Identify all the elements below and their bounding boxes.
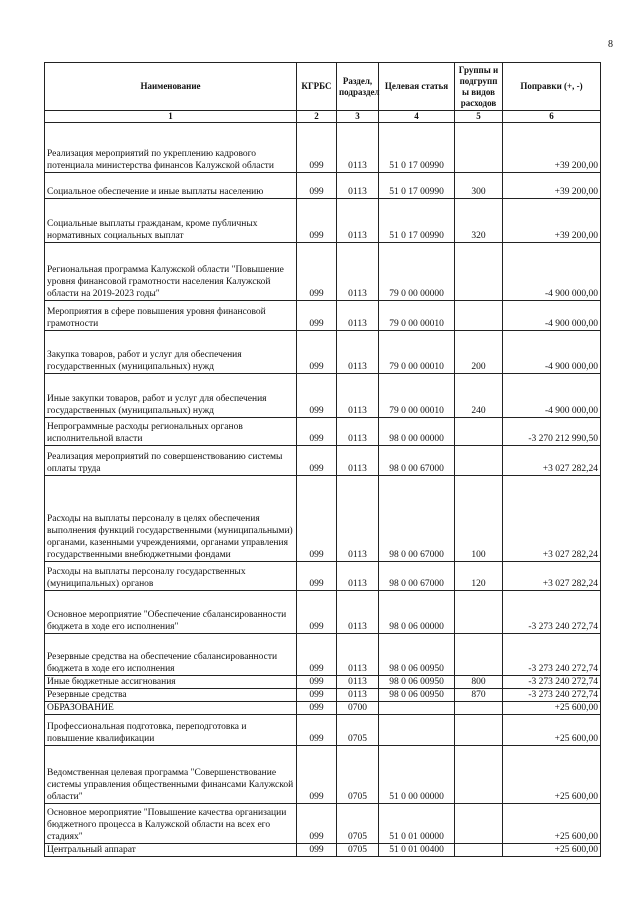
- table-row: [45, 331, 601, 374]
- row-amount: +3 027 282,24: [503, 562, 601, 591]
- row-section: 0113: [337, 418, 379, 446]
- row-name: Расходы на выплаты персоналу государственных (муниципальных) органов: [45, 562, 297, 591]
- table-row: [45, 374, 601, 418]
- table-row: [45, 418, 601, 446]
- row-group: [455, 301, 503, 331]
- row-amount: -3 273 240 272,74: [503, 676, 601, 689]
- row-section: 0113: [337, 476, 379, 562]
- row-group: 200: [455, 331, 503, 374]
- row-group: 320: [455, 199, 503, 243]
- table-row: [45, 199, 601, 243]
- row-name: Профессиональная подготовка, переподготовка и повышение квалификации: [45, 715, 297, 746]
- row-target: 51 0 17 00990: [379, 123, 455, 173]
- row-group: [455, 844, 503, 857]
- row-kgrbs: 099: [297, 331, 337, 374]
- table-row: [45, 591, 601, 634]
- row-section: 0113: [337, 199, 379, 243]
- row-section: 0113: [337, 331, 379, 374]
- row-group: [455, 591, 503, 634]
- row-target: 51 0 00 00000: [379, 746, 455, 804]
- row-group: 100: [455, 476, 503, 562]
- column-number-row: [45, 111, 601, 123]
- row-kgrbs: 099: [297, 804, 337, 844]
- row-kgrbs: 099: [297, 702, 337, 715]
- row-target: 98 0 00 67000: [379, 562, 455, 591]
- row-kgrbs: 099: [297, 715, 337, 746]
- row-section: 0113: [337, 173, 379, 199]
- row-target: 79 0 00 00010: [379, 301, 455, 331]
- row-group: 300: [455, 173, 503, 199]
- row-section: 0113: [337, 591, 379, 634]
- row-name: Центральный аппарат: [45, 844, 297, 857]
- row-group: [455, 634, 503, 676]
- column-number: 3: [337, 111, 379, 123]
- row-section: 0113: [337, 689, 379, 702]
- row-section: 0113: [337, 243, 379, 301]
- row-name: Основное мероприятие "Повышение качества организации бюджетного процесса в Калужской области на всех его стадиях": [45, 804, 297, 844]
- table-row: [45, 476, 601, 562]
- table-row: [45, 123, 601, 173]
- row-amount: -4 900 000,00: [503, 301, 601, 331]
- row-kgrbs: 099: [297, 123, 337, 173]
- row-group: [455, 123, 503, 173]
- row-name: Реализация мероприятий по укреплению кадрового потенциала министерства финансов Калужской области: [45, 123, 297, 173]
- table-row: [45, 301, 601, 331]
- table-row: [45, 243, 601, 301]
- column-number: 4: [379, 111, 455, 123]
- column-number: 2: [297, 111, 337, 123]
- row-name: Иные закупки товаров, работ и услуг для обеспечения государственных (муниципальных) нужд: [45, 374, 297, 418]
- row-name: Ведомственная целевая программа "Совершенствование системы управления общественными финансами Калужской области": [45, 746, 297, 804]
- row-amount: -4 900 000,00: [503, 243, 601, 301]
- header-row: [45, 63, 601, 111]
- row-name: Основное мероприятие "Обеспечение сбалансированности бюджета в ходе его исполнения": [45, 591, 297, 634]
- table-row: [45, 562, 601, 591]
- row-target: 51 0 01 00400: [379, 844, 455, 857]
- row-kgrbs: 099: [297, 676, 337, 689]
- table-row: [45, 689, 601, 702]
- row-kgrbs: 099: [297, 591, 337, 634]
- row-target: 98 0 06 00950: [379, 676, 455, 689]
- row-amount: +25 600,00: [503, 715, 601, 746]
- row-amount: -4 900 000,00: [503, 374, 601, 418]
- row-name: Мероприятия в сфере повышения уровня финансовой грамотности: [45, 301, 297, 331]
- row-section: 0113: [337, 301, 379, 331]
- row-group: [455, 243, 503, 301]
- table-row: [45, 844, 601, 857]
- row-target: 79 0 00 00010: [379, 374, 455, 418]
- header-amendments: Поправки (+, -): [503, 63, 601, 111]
- row-kgrbs: 099: [297, 446, 337, 476]
- row-section: 0113: [337, 123, 379, 173]
- row-target: 98 0 00 00000: [379, 418, 455, 446]
- row-section: 0113: [337, 374, 379, 418]
- row-section: 0700: [337, 702, 379, 715]
- row-section: 0705: [337, 715, 379, 746]
- table-row: [45, 634, 601, 676]
- row-kgrbs: 099: [297, 746, 337, 804]
- row-group: [455, 715, 503, 746]
- row-name: Резервные средства: [45, 689, 297, 702]
- table-row: [45, 173, 601, 199]
- row-name: Реализация мероприятий по совершенствованию системы оплаты труда: [45, 446, 297, 476]
- column-number: 6: [503, 111, 601, 123]
- header-section: Раздел, подраздел: [337, 63, 379, 111]
- row-target: 98 0 06 00000: [379, 591, 455, 634]
- row-kgrbs: 099: [297, 476, 337, 562]
- row-amount: -3 270 212 990,50: [503, 418, 601, 446]
- row-target: [379, 702, 455, 715]
- row-group: [455, 746, 503, 804]
- row-kgrbs: 099: [297, 418, 337, 446]
- row-group: 240: [455, 374, 503, 418]
- row-kgrbs: 099: [297, 199, 337, 243]
- budget-amendments-table: [44, 62, 601, 857]
- row-amount: +39 200,00: [503, 199, 601, 243]
- column-number: 1: [45, 111, 297, 123]
- row-group: [455, 446, 503, 476]
- table-row: [45, 702, 601, 715]
- row-amount: +39 200,00: [503, 173, 601, 199]
- row-kgrbs: 099: [297, 243, 337, 301]
- row-amount: +3 027 282,24: [503, 446, 601, 476]
- row-target: 51 0 01 00000: [379, 804, 455, 844]
- page-number: 8: [608, 39, 613, 50]
- row-kgrbs: 099: [297, 562, 337, 591]
- row-target: 79 0 00 00010: [379, 331, 455, 374]
- row-section: 0705: [337, 844, 379, 857]
- table-row: [45, 746, 601, 804]
- row-name: Непрограммные расходы региональных органов исполнительной власти: [45, 418, 297, 446]
- header-target-article: Целевая статья: [379, 63, 455, 111]
- row-amount: +25 600,00: [503, 702, 601, 715]
- row-section: 0113: [337, 446, 379, 476]
- row-target: 98 0 00 67000: [379, 446, 455, 476]
- table-row: [45, 446, 601, 476]
- row-name: Региональная программа Калужской области "Повышение уровня финансовой грамотности населения Калужской области на 2019-2023 годы": [45, 243, 297, 301]
- row-group: [455, 418, 503, 446]
- row-amount: -3 273 240 272,74: [503, 689, 601, 702]
- header-name: Наименование: [45, 63, 297, 111]
- row-name: Иные бюджетные ассигнования: [45, 676, 297, 689]
- row-name: Резервные средства на обеспечение сбалансированности бюджета в ходе его исполнения: [45, 634, 297, 676]
- row-amount: -3 273 240 272,74: [503, 591, 601, 634]
- row-name: Расходы на выплаты персоналу в целях обеспечения выполнения функций государственными (муниципальными) органами, казенными учреждениями, органами управления государственными внебюджетными фондами: [45, 476, 297, 562]
- header-expense-group: Группы и подгрупп ы видов расходов: [455, 63, 503, 111]
- row-kgrbs: 099: [297, 689, 337, 702]
- row-group: [455, 702, 503, 715]
- row-kgrbs: 099: [297, 844, 337, 857]
- row-amount: +25 600,00: [503, 804, 601, 844]
- row-kgrbs: 099: [297, 634, 337, 676]
- row-target: 98 0 06 00950: [379, 634, 455, 676]
- header-kgrbs: КГРБС: [297, 63, 337, 111]
- row-amount: +39 200,00: [503, 123, 601, 173]
- row-kgrbs: 099: [297, 301, 337, 331]
- row-target: 51 0 17 00990: [379, 199, 455, 243]
- row-amount: +25 600,00: [503, 844, 601, 857]
- row-group: 120: [455, 562, 503, 591]
- row-target: 98 0 00 67000: [379, 476, 455, 562]
- row-amount: +3 027 282,24: [503, 476, 601, 562]
- row-kgrbs: 099: [297, 173, 337, 199]
- table-row: [45, 676, 601, 689]
- row-section: 0113: [337, 676, 379, 689]
- table-row: [45, 715, 601, 746]
- column-number: 5: [455, 111, 503, 123]
- row-name: ОБРАЗОВАНИЕ: [45, 702, 297, 715]
- row-target: 98 0 06 00950: [379, 689, 455, 702]
- row-section: 0705: [337, 746, 379, 804]
- row-section: 0705: [337, 804, 379, 844]
- row-kgrbs: 099: [297, 374, 337, 418]
- row-group: [455, 804, 503, 844]
- row-amount: +25 600,00: [503, 746, 601, 804]
- row-section: 0113: [337, 634, 379, 676]
- row-target: 51 0 17 00990: [379, 173, 455, 199]
- row-name: Социальные выплаты гражданам, кроме публичных нормативных социальных выплат: [45, 199, 297, 243]
- table-row: [45, 804, 601, 844]
- row-group: 800: [455, 676, 503, 689]
- row-name: Социальное обеспечение и иные выплаты населению: [45, 173, 297, 199]
- row-group: 870: [455, 689, 503, 702]
- row-target: [379, 715, 455, 746]
- row-amount: -4 900 000,00: [503, 331, 601, 374]
- row-name: Закупка товаров, работ и услуг для обеспечения государственных (муниципальных) нужд: [45, 331, 297, 374]
- row-section: 0113: [337, 562, 379, 591]
- row-target: 79 0 00 00000: [379, 243, 455, 301]
- row-amount: -3 273 240 272,74: [503, 634, 601, 676]
